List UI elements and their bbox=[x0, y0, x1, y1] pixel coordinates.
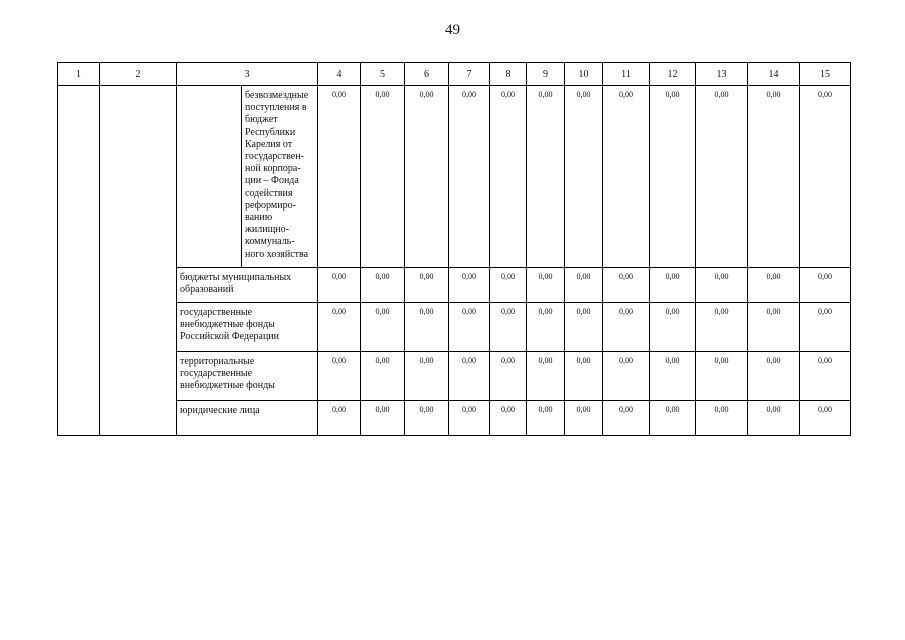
value-cell: 0,00 bbox=[603, 401, 650, 436]
value-cell: 0,00 bbox=[318, 86, 361, 268]
value-cell: 0,00 bbox=[696, 303, 748, 352]
value-cell: 0,00 bbox=[650, 401, 696, 436]
value-cell: 0,00 bbox=[490, 401, 527, 436]
value-cell: 0,00 bbox=[565, 268, 603, 303]
col1-empty-cell bbox=[58, 86, 100, 436]
value-cell: 0,00 bbox=[490, 268, 527, 303]
value-cell: 0,00 bbox=[696, 268, 748, 303]
value-cell: 0,00 bbox=[405, 401, 449, 436]
table-row bbox=[58, 86, 851, 268]
value-cell: 0,00 bbox=[318, 352, 361, 401]
table-row bbox=[58, 352, 851, 401]
value-cell: 0,00 bbox=[405, 268, 449, 303]
value-cell: 0,00 bbox=[650, 268, 696, 303]
value-cell: 0,00 bbox=[361, 401, 405, 436]
header-row bbox=[58, 63, 851, 86]
value-cell: 0,00 bbox=[527, 86, 565, 268]
value-cell: 0,00 bbox=[696, 352, 748, 401]
header-cell: 1 bbox=[58, 63, 100, 86]
value-cell: 0,00 bbox=[405, 352, 449, 401]
header-cell: 12 bbox=[650, 63, 696, 86]
value-cell: 0,00 bbox=[748, 268, 800, 303]
header-cell: 13 bbox=[696, 63, 748, 86]
value-cell: 0,00 bbox=[650, 86, 696, 268]
value-cell: 0,00 bbox=[565, 401, 603, 436]
value-cell: 0,00 bbox=[527, 303, 565, 352]
value-cell: 0,00 bbox=[565, 303, 603, 352]
value-cell: 0,00 bbox=[565, 86, 603, 268]
header-cell: 5 bbox=[361, 63, 405, 86]
value-cell: 0,00 bbox=[361, 86, 405, 268]
value-cell: 0,00 bbox=[748, 352, 800, 401]
value-cell: 0,00 bbox=[696, 86, 748, 268]
value-cell: 0,00 bbox=[449, 352, 490, 401]
header-cell: 15 bbox=[800, 63, 851, 86]
row-label: государственные внебюджетные фонды Российской Федерации bbox=[177, 303, 318, 352]
value-cell: 0,00 bbox=[318, 401, 361, 436]
value-cell: 0,00 bbox=[449, 86, 490, 268]
value-cell: 0,00 bbox=[603, 352, 650, 401]
page-number: 49 bbox=[445, 22, 460, 38]
header-cell: 10 bbox=[565, 63, 603, 86]
value-cell: 0,00 bbox=[449, 303, 490, 352]
value-cell: 0,00 bbox=[603, 303, 650, 352]
value-cell: 0,00 bbox=[527, 268, 565, 303]
value-cell: 0,00 bbox=[650, 352, 696, 401]
value-cell: 0,00 bbox=[527, 401, 565, 436]
value-cell: 0,00 bbox=[565, 352, 603, 401]
value-cell: 0,00 bbox=[405, 303, 449, 352]
value-cell: 0,00 bbox=[603, 86, 650, 268]
header-cell: 2 bbox=[100, 63, 177, 86]
value-cell: 0,00 bbox=[800, 303, 851, 352]
value-cell: 0,00 bbox=[800, 401, 851, 436]
budget-table bbox=[57, 62, 851, 436]
value-cell: 0,00 bbox=[748, 86, 800, 268]
table-row bbox=[58, 268, 851, 303]
header-cell: 14 bbox=[748, 63, 800, 86]
header-cell: 7 bbox=[449, 63, 490, 86]
col3-empty-cell bbox=[177, 86, 242, 268]
header-cell: 8 bbox=[490, 63, 527, 86]
table-row bbox=[58, 303, 851, 352]
row-label: безвозмездные поступления в бюджет Республики Карелия от государствен- ной корпора- ции – Фонда содействия реформиро- ванию жилищно- коммуналь- ного хозяйства bbox=[242, 86, 318, 268]
value-cell: 0,00 bbox=[800, 352, 851, 401]
value-cell: 0,00 bbox=[748, 401, 800, 436]
value-cell: 0,00 bbox=[361, 352, 405, 401]
value-cell: 0,00 bbox=[490, 86, 527, 268]
header-cell: 6 bbox=[405, 63, 449, 86]
value-cell: 0,00 bbox=[800, 86, 851, 268]
header-cell: 3 bbox=[177, 63, 318, 86]
value-cell: 0,00 bbox=[748, 303, 800, 352]
value-cell: 0,00 bbox=[405, 86, 449, 268]
row-label: юридические лица bbox=[177, 401, 318, 436]
value-cell: 0,00 bbox=[800, 268, 851, 303]
row-label: бюджеты муниципальных образований bbox=[177, 268, 318, 303]
value-cell: 0,00 bbox=[650, 303, 696, 352]
value-cell: 0,00 bbox=[490, 303, 527, 352]
value-cell: 0,00 bbox=[361, 268, 405, 303]
value-cell: 0,00 bbox=[449, 401, 490, 436]
col2-empty-cell bbox=[100, 86, 177, 436]
table-row bbox=[58, 401, 851, 436]
header-cell: 11 bbox=[603, 63, 650, 86]
row-label: территориальные государственные внебюджетные фонды bbox=[177, 352, 318, 401]
value-cell: 0,00 bbox=[361, 303, 405, 352]
value-cell: 0,00 bbox=[449, 268, 490, 303]
value-cell: 0,00 bbox=[603, 268, 650, 303]
value-cell: 0,00 bbox=[318, 268, 361, 303]
header-cell: 9 bbox=[527, 63, 565, 86]
value-cell: 0,00 bbox=[490, 352, 527, 401]
value-cell: 0,00 bbox=[527, 352, 565, 401]
value-cell: 0,00 bbox=[318, 303, 361, 352]
header-cell: 4 bbox=[318, 63, 361, 86]
value-cell: 0,00 bbox=[696, 401, 748, 436]
